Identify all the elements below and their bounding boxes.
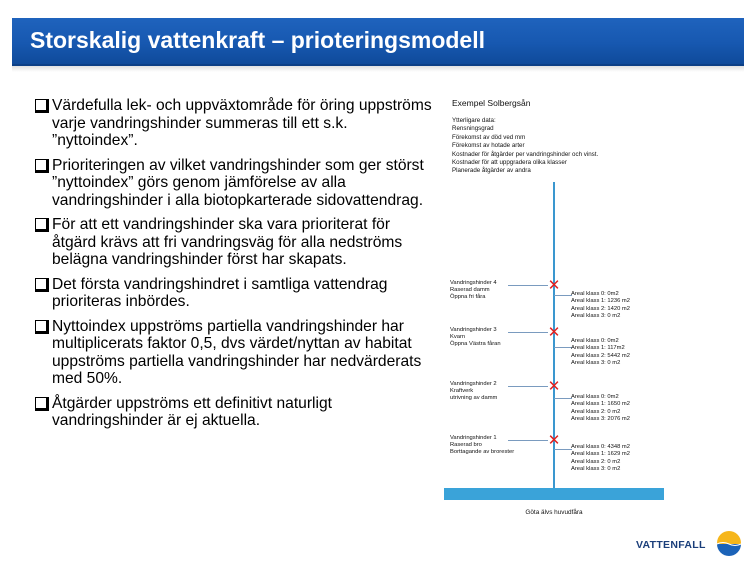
bullet-text: Värdefulla lek- och uppväxtområde för öring uppströms varje vandringshinder summeras till ett s.k. ”nyttoindex”. (52, 97, 432, 149)
bullet-text: Åtgärder uppströms ett definitivt naturligt vandringshinder är ej aktuella. (52, 394, 332, 429)
barrier-connector (508, 440, 548, 441)
areal-group-1 (571, 444, 630, 474)
main-river (444, 488, 664, 500)
areal-group-3 (571, 338, 630, 368)
barrier-type: Kvarn (450, 334, 466, 341)
barrier-connector (508, 285, 548, 286)
river-diagram (444, 90, 674, 530)
barrier-cross-icon: ✕ (547, 323, 561, 341)
areal-class: Areal klass 2: 0 m2 (571, 408, 621, 415)
barrier-type: Raserad bro (450, 442, 482, 449)
areal-class: Areal klass 2: 0 m2 (571, 458, 621, 465)
extra-data-item: Rensningsgrad (452, 125, 494, 133)
areal-group-2 (571, 394, 630, 424)
diagram-title: Exempel Solbergsån (452, 98, 531, 108)
areal-connector (554, 449, 572, 450)
bullet-item (34, 97, 434, 150)
barrier-cross-icon: ✕ (547, 377, 561, 395)
barrier-label-3 (450, 327, 501, 349)
checkbox-bullet-icon (35, 320, 47, 332)
barrier-action: Öppna fri fåra (450, 294, 486, 301)
areal-class: Areal klass 3: 0 m2 (571, 360, 621, 367)
barrier-action: utrivning av damm (450, 395, 498, 402)
areal-class: Areal klass 0: 0m2 (571, 338, 619, 344)
bullet-text: Nyttoindex uppströms partiella vandringshinder har multiplicerats faktor 0,5, dvs värdet/nyttan av habitat uppströms partiella vandringshinder har nedvärderats med 50%. (52, 317, 422, 387)
main-river-label: Göta älvs huvudfåra (525, 509, 583, 516)
extra-data-item: Kostnader för åtgärder per vandringshinder och vinst. (452, 150, 599, 158)
bullet-item (34, 395, 434, 430)
areal-connector (554, 295, 572, 296)
barrier-name: Vandringshinder 1 (450, 435, 497, 441)
areal-class: Areal klass 0: 4348 m2 (571, 444, 630, 450)
barrier-cross-icon: ✕ (547, 276, 561, 294)
areal-group-4 (571, 291, 630, 321)
barrier-name: Vandringshinder 3 (450, 327, 497, 333)
sun-logo-icon (716, 530, 742, 556)
areal-class: Areal klass 1: 117m2 (571, 345, 625, 352)
barrier-type: Raserad damm (450, 287, 490, 294)
barrier-name: Vandringshinder 4 (450, 280, 497, 286)
barrier-label-4 (450, 280, 497, 302)
extra-data-item: Kostnader för att uppgradera olika klasser (452, 159, 567, 167)
extra-data-item: Ytterligare data: (452, 117, 496, 124)
bullet-text: Det första vandringshindret i samtliga vattendrag prioriteras inbördes. (52, 275, 388, 310)
bullet-item (34, 216, 434, 269)
checkbox-bullet-icon (35, 99, 47, 111)
areal-class: Areal klass 1: 1629 m2 (571, 451, 630, 458)
barrier-name: Vandringshinder 2 (450, 381, 497, 387)
areal-class: Areal klass 0: 0m2 (571, 394, 619, 400)
areal-connector (554, 347, 572, 348)
title-bar (12, 18, 744, 66)
extra-data-list (452, 117, 598, 176)
bullet-item (34, 276, 434, 311)
barrier-cross-icon: ✕ (547, 431, 561, 449)
barrier-label-2 (450, 381, 497, 403)
checkbox-bullet-icon (35, 159, 47, 171)
vattenfall-logo (636, 528, 746, 558)
areal-class: Areal klass 3: 0 m2 (571, 466, 621, 473)
areal-class: Areal klass 3: 0 m2 (571, 313, 621, 320)
title-bar-shadow (12, 66, 744, 72)
barrier-label-1 (450, 435, 514, 457)
bullet-item (34, 318, 434, 388)
areal-class: Areal klass 1: 1236 m2 (571, 298, 630, 305)
logo-text: VATTENFALL (636, 539, 706, 551)
areal-class: Areal klass 0: 0m2 (571, 291, 619, 297)
barrier-connector (508, 386, 548, 387)
checkbox-bullet-icon (35, 278, 47, 290)
barrier-type: Kraftverk (450, 388, 474, 395)
checkbox-bullet-icon (35, 218, 47, 230)
areal-connector (554, 398, 572, 399)
areal-class: Areal klass 1: 1650 m2 (571, 401, 630, 408)
extra-data-item: Förekomst av död ved mm (452, 133, 526, 141)
barrier-action: Öppna Västra fåran (450, 341, 501, 348)
bullet-text: Prioriteringen av vilket vandringshinder som ger störst ”nyttoindex” görs genom jämförelse av alla vandringshinder i alla biotopkarterade sidovattendrag. (52, 156, 424, 209)
bullet-list (34, 97, 434, 437)
areal-class: Areal klass 2: 1420 m2 (571, 305, 630, 312)
extra-data-item: Förekomst av hotade arter (452, 142, 525, 150)
areal-class: Areal klass 2: 5442 m2 (571, 352, 630, 359)
barrier-action: Borttagande av brorester (450, 449, 515, 456)
areal-class: Areal klass 3: 2076 m2 (571, 416, 630, 423)
slide-title: Storskalig vattenkraft – prioteringsmodell (30, 27, 486, 53)
checkbox-bullet-icon (35, 397, 47, 409)
bullet-text: För att ett vandringshinder ska vara prioriterat för åtgärd krävs att fri vandringsväg för alla nedströms belägna vandringshinder först har skapats. (52, 216, 403, 268)
extra-data-item: Planerade åtgärder av andra (452, 167, 531, 175)
bullet-item (34, 157, 434, 210)
barrier-connector (508, 332, 548, 333)
